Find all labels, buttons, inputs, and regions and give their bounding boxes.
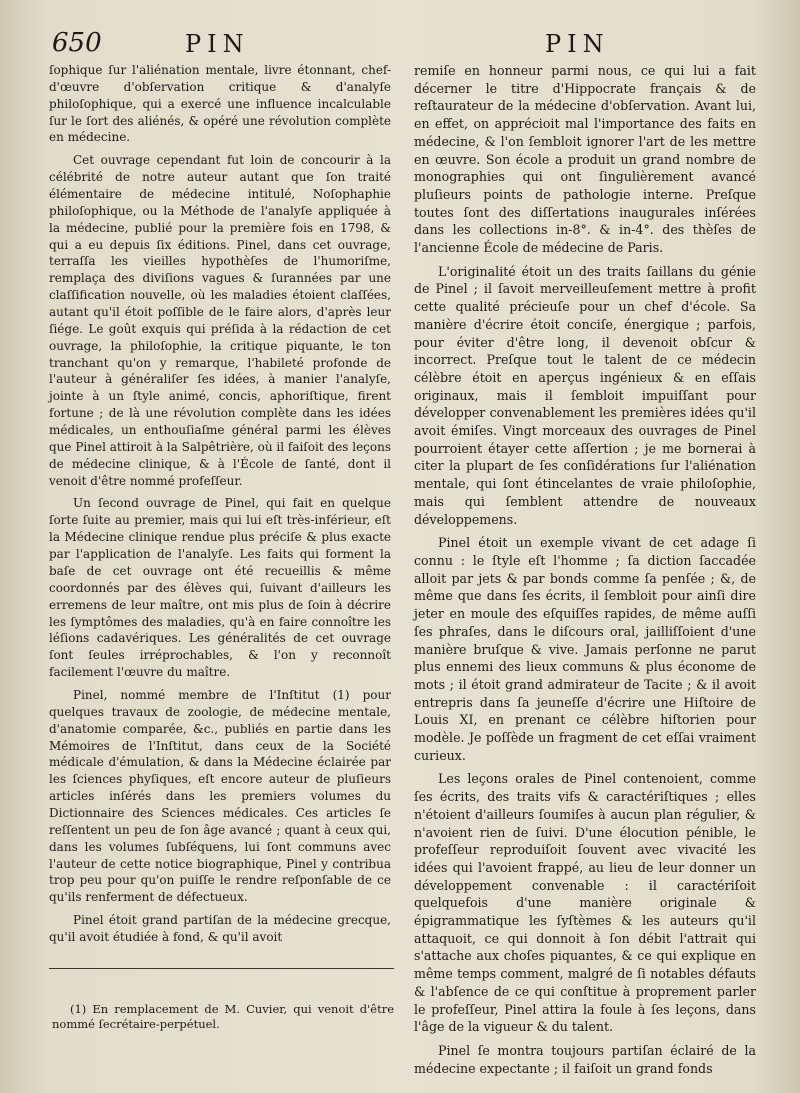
paragraph: L'originalité étoit un des traits ſaillans du génie de Pinel ; il ſavoit merveilleuſement mettre à profit cette qualité précieuſe pour un chef d'école. Sa manière d'écrire étoit conciſe, énergique ; parfois, pour éviter d'être long, il devenoit obſcur & incorrect. Preſque tout le talent de ce médecin célèbre étoit en aperçus ingénieux & en eſſais originaux, mais il ſembloit impuiſſant pour développer convenablement les premières idées qu'il avoit émiſes. Vingt morceaux des ouvrages de Pinel pourroient étayer cette aſſertion ; je me bornerai à citer la plupart de ſes conſidérations ſur l'aliénation mentale, qui ſont étincelantes de vraie philoſophie, mais qui ſemblent attendre de nouveaux développemens.: [414, 263, 756, 527]
paragraph: Pinel, nommé membre de l'Inſtitut (1) pour quelques travaux de zoologie, de médecine mentale, d'anatomie comparée, &c., publiés en partie dans les Mémoires de l'Inſtitut, dans ceux de la Société médicale d'émulation, & dans la Médecine éclairée par les ſciences phyſiques, eſt encore auteur de pluſieurs articles inſérés dans les premiers volumes du Dictionnaire des Sciences médicales. Ces articles ſe reſſentent un peu de ſon âge avancé ; quant à ceux qui, dans les volumes ſubſéquens, lui ſont communs avec l'auteur de cette notice biographique, Pinel y contribua trop peu pour qu'on puiſſe le rendre reſponſable de ce qu'ils renferment de défectueux.: [49, 687, 391, 905]
right-column: [414, 62, 756, 1083]
paragraph: Un ſecond ouvrage de Pinel, qui fait en quelque ſorte ſuite au premier, mais qui lui eſt très-inférieur, eſt la Médecine clinique rendue plus préciſe & plus exacte par l'application de l'analyſe. Les faits qui forment la baſe de cet ouvrage ont été recueillis & même coordonnés par des élèves qui, ſuivant d'ailleurs les erremens de leur maître, ont mis plus de ſoin à décrire les ſymptômes des maladies, qu'à en faire connoître les léſions cadavériques. Les généralités de cet ouvrage ſont ſeules irréprochables, & l'on y reconnoît facilement l'œuvre du maître.: [49, 496, 391, 680]
paragraph: Pinel ſe montra toujours partiſan éclairé de la médecine expectante ; il faiſoit un grand fonds: [414, 1042, 756, 1076]
running-head-right: PIN: [545, 30, 610, 58]
footnote: (1) En remplacement de M. Cuvier, qui venoit d'être nommé ſecrétaire-perpétuel.: [52, 1002, 394, 1031]
footnote-divider: [49, 968, 394, 969]
paragraph: Pinel étoit un exemple vivant de cet adage ſi connu : le ſtyle eſt l'homme ; ſa diction ſaccadée alloit par jets & par bonds comme ſa penſée ; &, de même que dans ſes écrits, il ſembloit pour ainſi dire jeter en moule des eſquiſſes rapides, de même auſſi ſes phraſes, dans le diſcours oral, jailliſſoient d'une manière bruſque & vive. Jamais perſonne ne parut plus ennemi des lieux communs & plus économe de mots ; il étoit grand admirateur de Tacite ; & il avoit entrepris dans ſa jeuneſſe d'écrire une Hiſtoire de Louis XI, en prenant ce célèbre hiſtorien pour modèle. Je poſſède un fragment de cet eſſai vraiment curieux.: [414, 535, 756, 763]
paragraph: Cet ouvrage cependant fut loin de concourir à la célébrité de notre auteur autant que ſon traité élémentaire de médecine intitulé, Noſophaphie philoſophique, ou la Méthode de l'analyſe appliquée à la médecine, publié pour la première fois en 1798, & qui a eu depuis ſix éditions. Pinel, dans cet ouvrage, terraſſa les vieilles hypothèſes de l'humoriſme, remplaça des diviſions vagues & ſurannées par une claſſification nouvelle, où les maladies étoient claſſées, autant qu'il étoit poſſible de le faire alors, d'après leur ſiége. Le goût exquis qui préſida à la rédaction de cet ouvrage, la philoſophie, la critique piquante, le ton tranchant qu'on y remarque, l'habileté profonde de l'auteur à généraliſer ſes idées, à manier l'analyſe, jointe à un ſtyle animé, concis, aphoriſtique, firent fortune ; de là une révolution complète dans les idées médicales, un enthouſiaſme général parmi les élèves que Pinel attiroit à la Salpêtrière, où il faiſoit des leçons de médecine clinique, & à l'École de ſanté, dont il venoit d'être nommé profeſſeur.: [49, 153, 391, 488]
paragraph: Pinel étoit grand partiſan de la médecine grecque, qu'il avoit étudiée à fond, & qu'il avoit: [49, 913, 391, 944]
paragraph: Les leçons orales de Pinel contenoient, comme ſes écrits, des traits vifs & caractériſtiques ; elles n'étoient d'ailleurs ſoumiſes à aucun plan régulier, & n'avoient rien de ſuivi. D'une élocution pénible, le profeſſeur reproduiſoit ſouvent avec vivacité les idées qui l'avoient frappé, au lieu de leur donner un développement convenable : il caractériſoit quelquefois d'une manière originale & épigrammatique les ſyſtèmes & les auteurs qu'il attaquoit, ce qui donnoit à ſon débit l'attrait qui s'attache aux choſes piquantes, & ce qui explique en même temps comment, malgré de ſi notables défauts & l'abſence de ce qui conſtitue à proprement parler le profeſſeur, Pinel attira la foule à ſes leçons, dans l'âge de la vigueur & du talent.: [414, 771, 756, 1035]
page-number: 650: [52, 28, 102, 58]
paragraph: ſophique ſur l'aliénation mentale, livre étonnant, chef-d'œuvre d'obſervation critique & d'analyſe philoſophique, qui a exercé une influence incalculable ſur le ſort des aliénés, & opéré une révolution complète en médecine.: [49, 63, 391, 145]
paragraph: remiſe en honneur parmi nous, ce qui lui a fait décerner le titre d'Hippocrate français & de reſtaurateur de la médecine d'obſervation. Avant lui, en effet, on apprécioit mal l'importance des faits en médecine, & l'on ſembloit ignorer l'art de les mettre en œuvre. Son école a produit un grand nombre de monographies qui ont ſingulièrement avancé pluſieurs points de pathologie interne. Preſque toutes ſont des diſſertations inaugurales inſérées dans les collections in-8°. & in-4°. des thèſes de l'ancienne École de médecine de Paris.: [414, 63, 756, 256]
left-column: [49, 62, 391, 952]
running-head-left: PIN: [185, 30, 250, 58]
